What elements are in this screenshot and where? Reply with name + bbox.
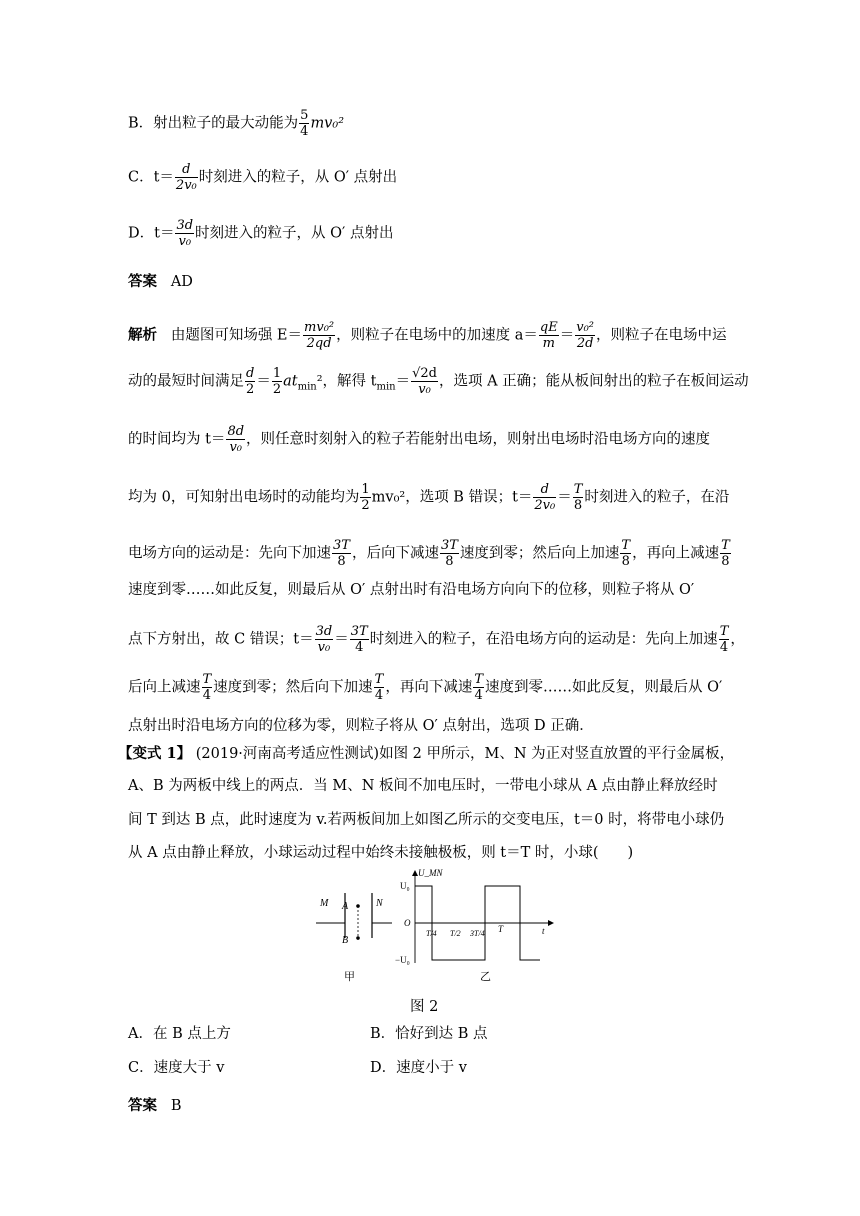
answer-2 xyxy=(128,1096,181,1116)
fraction: $\frac{T}{8}$ xyxy=(721,538,730,569)
tick-t: T xyxy=(498,924,504,934)
t-arrow xyxy=(548,920,554,926)
label-a: A xyxy=(342,901,349,912)
variant-line-2: A、B 为两板中线上的两点．当 M、N 板间不加电压时，一带电小球从 A 点由静止释放经时 xyxy=(128,778,718,794)
fraction: $\frac{3T}{8}$ xyxy=(333,538,350,569)
point-b xyxy=(356,936,360,940)
fraction: $\frac{T}{8}$ xyxy=(621,538,631,569)
label-n: N xyxy=(376,898,383,909)
t-label: t xyxy=(542,926,545,936)
analysis-line-5: 电场方向的运动是：先向下加速 $\frac{3T}{8}$ ，后向下减速 $\frac{3T}{8}$ 速度到零；然后向上加速 $\frac{T}{8}$ ，再向上减速 $\frac{T}{8}$ xyxy=(128,538,730,569)
variant-line-1: 【变式 1】 (2019·河南高考适应性测试)如图 2 甲所示，M、N 为正对竖直放置的平行金属板， xyxy=(118,745,735,762)
origin-label: O xyxy=(404,918,411,928)
ylabel: U_MN xyxy=(418,868,443,878)
figure-2 xyxy=(300,868,560,988)
option-d-prefix: D．t＝ xyxy=(128,225,175,242)
analysis-line-4: 均为 0，可知射出电场时的动能均为 $\frac{1}{2}$ mv₀²，选项 B 错误；t＝ $\frac{d}{\text{2v₀}}$ ＝ $\frac{T}{8}$ 时刻进入的粒子，在沿 xyxy=(128,482,730,513)
option-b-prefix: B．射出粒子的最大动能为 xyxy=(128,115,299,132)
variant-line-3: 间 T 到达 B 点，此时速度为 v.若两板间加上如图乙所示的交变电压，t＝0 时，将带电小球仍 xyxy=(128,812,725,828)
option2-c: C．速度大于 v xyxy=(128,1060,225,1076)
option-d xyxy=(128,218,393,249)
fraction: $\frac{T}{4}$ xyxy=(719,624,729,655)
answer-label: 答案 xyxy=(128,273,157,290)
answer-value: AD xyxy=(170,274,193,290)
analysis-label: 解析 xyxy=(128,326,157,344)
option2-a: A．在 B 点上方 xyxy=(128,1026,231,1042)
fraction: $\frac{d}{\text{2v₀}}$ xyxy=(175,162,197,193)
option-d-suffix: 时刻进入的粒子，从 O′ 点射出 xyxy=(195,225,394,242)
fraction: $\frac{3d}{\text{v₀}}$ xyxy=(315,624,333,655)
answer-value: B xyxy=(170,1098,182,1114)
option-c-suffix: 时刻进入的粒子，从 O′ 点射出 xyxy=(198,169,398,186)
label-m: M xyxy=(320,898,329,909)
option-c-prefix: C．t＝ xyxy=(128,169,174,186)
caption-jia: 甲 xyxy=(344,971,355,983)
fraction: $\frac{\text{v₀²}}{2d}$ xyxy=(576,320,594,351)
tick-t4: T/4 xyxy=(426,929,437,938)
tick-3t4: 3T/4 xyxy=(470,929,485,938)
fraction: $\frac{3T}{4}$ xyxy=(350,624,368,655)
variant-line-4: 从 A 点由静止释放，小球运动过程中始终未接触极板，则 t＝T 时，小球( ) xyxy=(128,845,634,861)
fraction: $\frac{\text{mv₀²}}{2qd}$ xyxy=(304,320,335,351)
fraction: $\frac{d}{2}$ xyxy=(246,366,255,397)
option2-b: B．恰好到达 B 点 xyxy=(370,1026,488,1042)
variant-tag: 【变式 1】 xyxy=(118,745,192,762)
fraction: $\frac{1}{2}$ xyxy=(361,482,370,513)
fraction: $\frac{T}{4}$ xyxy=(474,672,484,703)
fraction: $\frac{8d}{\text{v₀}}$ xyxy=(227,424,245,455)
fraction: $\frac{1}{2}$ xyxy=(272,366,282,397)
analysis-line-9: 点射出时沿电场方向的位移为零，则粒子将从 O′ 点射出，选项 D 正确． xyxy=(128,718,594,734)
fraction: $\frac{T}{4}$ xyxy=(202,672,212,703)
voltage-graph xyxy=(395,868,554,983)
point-a xyxy=(356,904,360,908)
fraction: $\frac{T}{4}$ xyxy=(374,672,384,703)
analysis-line-6: 速度到零……如此反复，则最后从 O′ 点射出时有沿电场方向向下的位移，则粒子将从 O′ xyxy=(128,582,695,598)
fraction: $\frac{qE}{m}$ xyxy=(539,320,558,351)
analysis-line-7: 点下方射出，故 C 错误；t＝ $\frac{3d}{\text{v₀}}$ ＝ $\frac{3T}{4}$ 时刻进入的粒子，在沿电场方向的运动是：先向上加速 $\frac{T}{4}$ ， xyxy=(128,624,745,655)
answer-label: 答案 xyxy=(128,1097,157,1114)
label-b: B xyxy=(342,935,349,946)
analysis-line-3: 的时间均为 t＝ $\frac{8d}{\text{v₀}}$ ，则任意时刻射入的粒子若能射出电场，则射出电场时沿电场方向的速度 xyxy=(128,424,711,455)
fraction: $\frac{3d}{\text{v₀}}$ xyxy=(176,218,194,249)
neg-u0-label: −U₀ xyxy=(395,955,410,965)
analysis-line-2: 动的最短时间满足 $\frac{d}{2}$ ＝ $\frac{1}{2}$ $at_{min}^2$，解得 $t_{min}=$ $\frac{√2d}{\text{v₀}}$ ，选项 A 正确；能从板间射出的粒子在板间运动 xyxy=(128,366,749,397)
fraction: $\frac{d}{\text{2v₀}}$ xyxy=(534,482,556,513)
option2-d: D．速度小于 v xyxy=(370,1060,467,1076)
option-b-suffix: mv₀² xyxy=(310,115,345,132)
fraction: $\frac{5}{4}$ xyxy=(300,108,309,139)
fraction: $\frac{T}{8}$ xyxy=(573,482,583,513)
fraction: $\frac{√2d}{\text{v₀}}$ xyxy=(412,366,437,397)
tick-t2: T/2 xyxy=(450,929,461,938)
option-b xyxy=(128,108,344,139)
analysis-line-8: 后向上减速 $\frac{T}{4}$ 速度到零；然后向下加速 $\frac{T}{4}$ ，再向下减速 $\frac{T}{4}$ 速度到零……如此反复，则最后从 O′ xyxy=(128,672,723,703)
fraction: $\frac{3T}{8}$ xyxy=(440,538,458,569)
figure-caption: 图 2 xyxy=(410,999,439,1015)
answer-1 xyxy=(128,272,193,292)
plate-diagram xyxy=(316,893,392,983)
option-c xyxy=(128,162,397,193)
caption-yi: 乙 xyxy=(480,971,491,983)
u0-label: U₀ xyxy=(400,881,410,891)
analysis-line-1: 解析 由题图可知场强 E＝ $\frac{\text{mv₀²}}{2qd}$ ，则粒子在电场中的加速度 a＝ $\frac{qE}{m}$ ＝ $\frac{\text{v₀²}}{2d}$ ，则粒子在电场中运 xyxy=(128,320,727,351)
